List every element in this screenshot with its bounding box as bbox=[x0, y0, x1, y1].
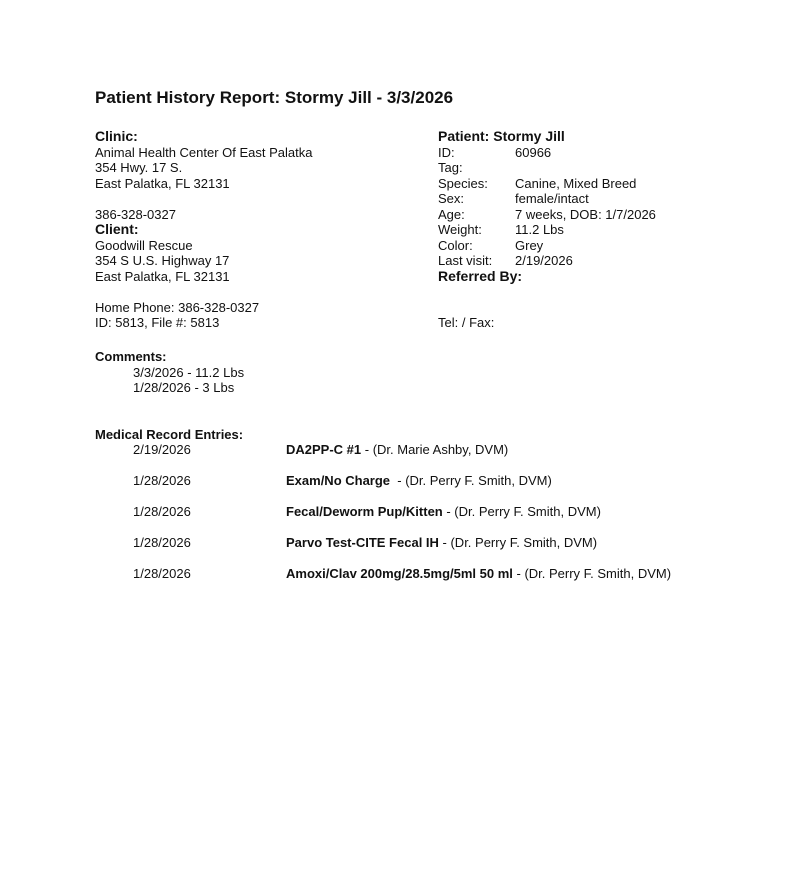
client-name: Goodwill Rescue bbox=[95, 237, 193, 253]
entry-name: Exam/No Charge bbox=[286, 473, 394, 488]
comments-heading: Comments: bbox=[95, 349, 167, 364]
patient-field-sex: Sex: female/intact bbox=[438, 191, 589, 206]
medical-heading: Medical Record Entries: bbox=[95, 427, 244, 442]
patient-field-color: Color: Grey bbox=[438, 237, 544, 253]
clinic-section bbox=[95, 129, 313, 331]
entry-name: Amoxi/Clav 200mg/28.5mg/5ml 50 ml bbox=[286, 566, 513, 581]
clinic-name: Animal Health Center Of East Palatka bbox=[95, 144, 313, 160]
clinic-address-line1: 354 Hwy. 17 S. bbox=[95, 160, 183, 175]
patient-field-id: ID: 60966 bbox=[438, 144, 552, 160]
entry-date: 1/28/2026 bbox=[133, 566, 191, 581]
entry-name: Parvo Test-CITE Fecal IH bbox=[286, 535, 439, 550]
medical-entry bbox=[133, 566, 671, 582]
comment-item: 1/28/2026 - 3 Lbs bbox=[133, 380, 235, 395]
client-home-phone: Home Phone: 386-328-0327 bbox=[95, 299, 260, 315]
medical-entry bbox=[133, 504, 601, 520]
entry-doctor: - (Dr. Perry F. Smith, DVM) bbox=[442, 504, 601, 519]
patient-heading: Patient: Stormy Jill bbox=[438, 128, 565, 144]
client-heading: Client: bbox=[95, 221, 139, 237]
clinic-phone: 386-328-0327 bbox=[95, 206, 176, 222]
entry-date: 1/28/2026 bbox=[133, 504, 191, 519]
clinic-address-line2: East Palatka, FL 32131 bbox=[95, 175, 230, 191]
medical-entry bbox=[133, 473, 552, 489]
client-address-line1: 354 S U.S. Highway 17 bbox=[95, 253, 230, 268]
medical-entry bbox=[133, 442, 508, 458]
clinic-heading: Clinic: bbox=[95, 128, 138, 144]
client-address-line2: East Palatka, FL 32131 bbox=[95, 268, 230, 284]
patient-field-last-visit: Last visit: 2/19/2026 bbox=[438, 253, 573, 268]
entry-name: Fecal/Deworm Pup/Kitten bbox=[286, 504, 443, 519]
patient-section bbox=[438, 129, 656, 331]
entry-date: 1/28/2026 bbox=[133, 473, 191, 488]
client-id-file: ID: 5813, File #: 5813 bbox=[95, 315, 220, 330]
patient-field-tag: Tag: bbox=[438, 160, 463, 175]
entry-doctor: - (Dr. Perry F. Smith, DVM) bbox=[512, 566, 672, 581]
entry-doctor: - (Dr. Marie Ashby, DVM) bbox=[361, 442, 509, 457]
patient-field-age: Age: 7 weeks, DOB: 1/7/2026 bbox=[438, 206, 656, 222]
entry-doctor: - (Dr. Perry F. Smith, DVM) bbox=[438, 535, 598, 550]
referred-by-heading: Referred By: bbox=[438, 267, 523, 284]
patient-field-species: Species: Canine, Mixed Breed bbox=[438, 175, 637, 191]
comment-item: 3/3/2026 - 11.2 Lbs bbox=[133, 364, 245, 380]
comments-section bbox=[95, 349, 244, 396]
medical-entry bbox=[133, 535, 597, 551]
report-title: Patient History Report: Stormy Jill - 3/3/2026 bbox=[95, 88, 454, 107]
patient-field-weight: Weight: 11.2 Lbs bbox=[438, 222, 564, 237]
referred-tel-fax: Tel: / Fax: bbox=[438, 315, 495, 330]
entry-doctor: - (Dr. Perry F. Smith, DVM) bbox=[393, 473, 552, 488]
entry-name: DA2PP-C #1 bbox=[286, 442, 362, 457]
entry-date: 2/19/2026 bbox=[133, 442, 191, 457]
entry-date: 1/28/2026 bbox=[133, 535, 191, 550]
